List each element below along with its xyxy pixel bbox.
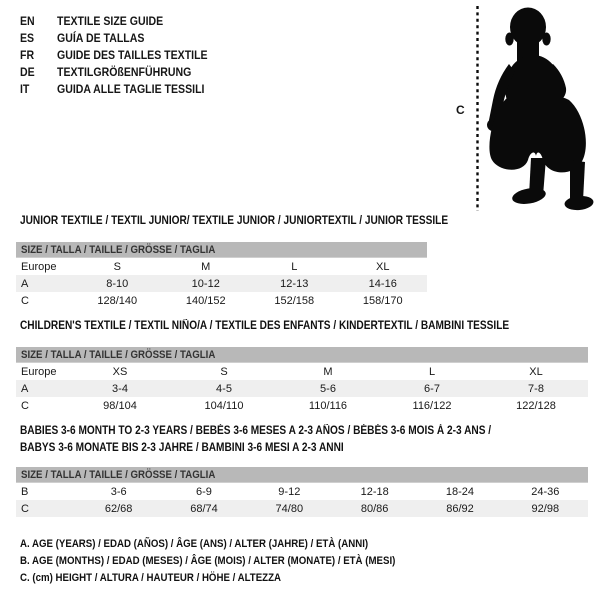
table-cell: 68/74 [190, 502, 218, 515]
table-row [16, 500, 588, 517]
table-cell: L [291, 260, 298, 273]
table-cell: 140/152 [185, 294, 226, 307]
language-row [20, 30, 228, 47]
table-cell: 128/140 [97, 294, 138, 307]
size-header-label: SIZE / TALLA / TAILLE / GRÖSSE / TAGLIA [21, 244, 216, 256]
language-code: ES [20, 31, 35, 45]
size-header-band [16, 347, 588, 363]
table-cell: B [21, 485, 29, 498]
table-cell: 18-24 [445, 485, 475, 498]
table-cell: 98/104 [103, 399, 137, 412]
table-cell: S [220, 365, 228, 378]
table-cell: 6-9 [196, 485, 212, 498]
table-cell: Europe [21, 365, 57, 378]
table-cell: M [201, 260, 211, 273]
footnote-a: A. AGE (YEARS) / EDAD (AÑOS) / ÂGE (ANS) / ALTER (JAHRE) / ETÀ (ANNI) [20, 538, 369, 550]
table-cell: 74/80 [275, 502, 304, 515]
height-measure-label: C [456, 103, 465, 117]
children-size-table [16, 347, 588, 414]
language-code: FR [20, 48, 35, 62]
table-cell: 12-18 [360, 485, 389, 498]
language-row [20, 64, 228, 81]
language-row [20, 47, 228, 64]
language-title-block [20, 13, 228, 98]
table-cell: 110/116 [308, 399, 348, 412]
table-cell: 24-36 [531, 485, 560, 498]
table-cell: 10-12 [191, 277, 220, 290]
guide-title: GUÍA DE TALLAS [57, 31, 145, 45]
table-row [16, 363, 588, 380]
table-row [16, 292, 427, 309]
table-cell: 3-6 [110, 485, 127, 498]
table-cell: L [428, 365, 436, 378]
table-row [16, 380, 588, 397]
table-cell: 122/128 [516, 399, 556, 412]
table-cell: 116/122 [412, 399, 452, 412]
table-cell: 92/98 [531, 502, 560, 515]
guide-title: TEXTILGRÖßENFÜHRUNG [57, 65, 192, 79]
size-header-label: SIZE / TALLA / TAILLE / GRÖSSE / TAGLIA [21, 469, 216, 481]
table-cell: 4-5 [216, 382, 232, 395]
guide-title: GUIDA ALLE TAGLIE TESSILI [57, 82, 205, 96]
size-header-label: SIZE / TALLA / TAILLE / GRÖSSE / TAGLIA [21, 349, 216, 361]
table-cell: 86/92 [446, 502, 474, 515]
language-row [20, 13, 228, 30]
table-cell: 3-4 [112, 382, 128, 395]
footnote-b: B. AGE (MONTHS) / EDAD (MESES) / ÂGE (MOIS) / ALTER (MONATE) / ETÀ (MESI) [20, 555, 396, 567]
language-code: DE [20, 65, 35, 79]
table-cell: 8-10 [106, 277, 129, 290]
table-cell: 80/86 [360, 502, 389, 515]
table-cell: XL [376, 260, 390, 273]
table-cell: 5-6 [320, 382, 336, 395]
table-cell: C [21, 399, 29, 412]
baby-figure [475, 0, 600, 215]
language-code: EN [20, 14, 35, 28]
size-header-band [16, 467, 588, 483]
table-cell: C [21, 294, 29, 307]
table-cell: S [113, 260, 121, 273]
children-table-title: CHILDREN'S TEXTILE / TEXTIL NIÑO/A / TEXTILE DES ENFANTS / KINDERTEXTIL / BAMBINI TESSILE [20, 320, 510, 332]
size-header-band [16, 242, 427, 258]
table-cell: M [323, 365, 333, 378]
junior-size-table [16, 242, 427, 309]
table-cell: 6-7 [424, 382, 440, 395]
footnotes-block [20, 536, 447, 587]
guide-title: TEXTILE SIZE GUIDE [57, 14, 164, 28]
language-code: IT [20, 82, 30, 96]
table-cell: XL [529, 365, 543, 378]
baby-silhouette-icon [487, 8, 594, 212]
table-cell: Europe [21, 260, 57, 273]
table-row [16, 483, 588, 500]
junior-table-title: JUNIOR TEXTILE / TEXTIL JUNIOR/ TEXTILE JUNIOR / JUNIORTEXTIL / JUNIOR TESSILE [20, 215, 449, 227]
table-cell: A [21, 277, 29, 290]
guide-title: GUIDE DES TAILLES TEXTILE [57, 48, 208, 62]
table-cell: A [21, 382, 29, 395]
table-cell: 9-12 [278, 485, 301, 498]
table-row [16, 258, 427, 275]
table-row [16, 397, 588, 414]
footnote-c: C. (cm) HEIGHT / ALTURA / HAUTEUR / HÖHE / ALTEZZA [20, 572, 282, 584]
table-cell: 12-13 [280, 277, 309, 290]
table-cell: XS [112, 365, 128, 378]
table-cell: 62/68 [104, 502, 133, 515]
table-cell: C [21, 502, 29, 515]
table-row [16, 275, 427, 292]
babies-size-table [16, 467, 588, 517]
table-cell: 7-8 [528, 382, 544, 395]
babies-table-title: BABIES 3-6 MONTH TO 2-3 YEARS / BEBÉS 3-6 MESES A 2-3 AÑOS / BÉBÉS 3-6 MOIS À 2-3 ANS / BABYS 3-6 MONATE BIS 2-3 JAHRE / BAMBINI 3-6 MESI A 2-3 ANNI [20, 425, 492, 454]
table-cell: 152/158 [274, 294, 315, 307]
table-cell: 104/110 [204, 399, 244, 412]
language-row [20, 81, 228, 98]
table-cell: 14-16 [368, 277, 397, 290]
table-cell: 158/170 [362, 294, 403, 307]
